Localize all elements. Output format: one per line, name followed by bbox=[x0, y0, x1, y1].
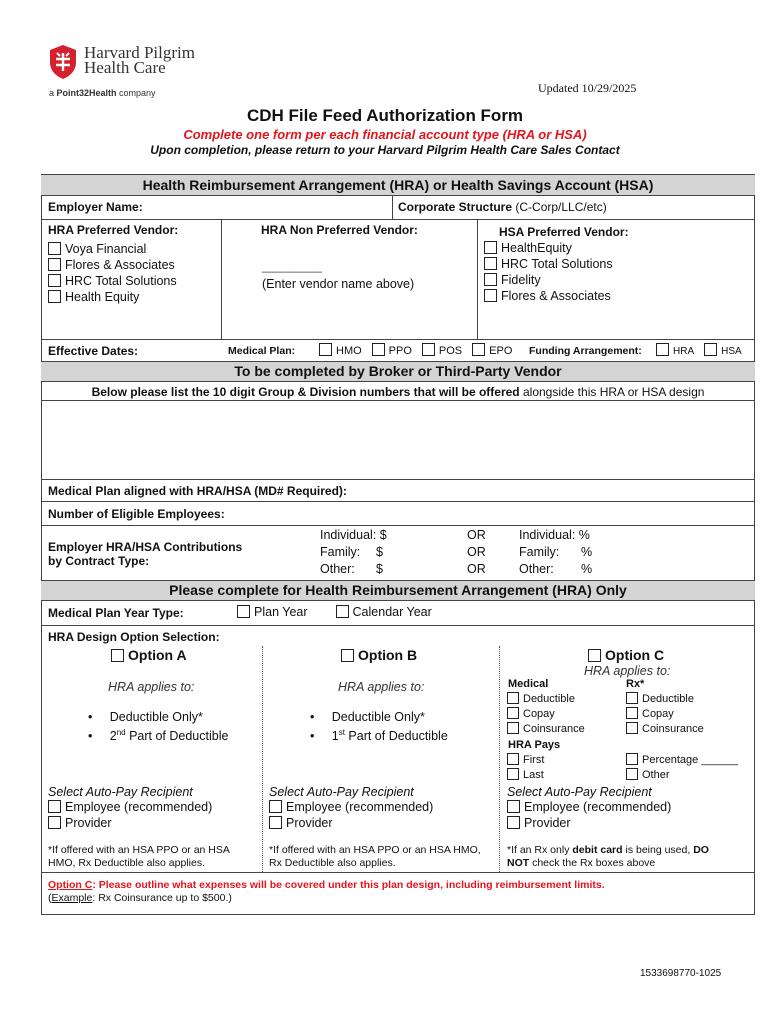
checkbox[interactable] bbox=[111, 649, 124, 662]
option-b-autopay-title: Select Auto-Pay Recipient bbox=[269, 785, 414, 799]
group-division-instruction: Below please list the 10 digit Group & Division numbers that will be offered alongside this HRA or HSA design bbox=[91, 385, 705, 399]
plan-year-option[interactable]: Plan Year bbox=[237, 605, 308, 619]
checkbox[interactable] bbox=[626, 753, 638, 765]
option-a-recipients bbox=[48, 799, 212, 831]
checkbox[interactable] bbox=[507, 692, 519, 704]
or-column: OR OR OR bbox=[467, 528, 486, 576]
option-c-pays-right bbox=[626, 753, 738, 783]
checkbox[interactable] bbox=[626, 768, 638, 780]
plan-year-type-label: Medical Plan Year Type: bbox=[48, 606, 184, 620]
page-title: CDH File Feed Authorization Form bbox=[246, 106, 524, 125]
checkbox[interactable] bbox=[507, 722, 519, 734]
hra-nonpreferred-input[interactable]: _________ bbox=[262, 259, 323, 273]
plan-hmo[interactable]: HMO bbox=[319, 345, 362, 357]
list-item: • 1st Part of Deductible bbox=[310, 728, 448, 744]
checkbox[interactable] bbox=[319, 343, 332, 356]
list-item: • Deductible Only* bbox=[88, 710, 203, 724]
option-c-rx-deductible[interactable]: Deductible bbox=[626, 692, 704, 707]
subtitle-one-form: Complete one form per each financial account type (HRA or HSA) bbox=[183, 127, 587, 142]
divider bbox=[262, 646, 263, 872]
brand-logo bbox=[48, 44, 78, 83]
option-c-rx-coinsurance[interactable]: Coinsurance bbox=[626, 722, 704, 737]
option-c-rx-items bbox=[626, 692, 704, 737]
checkbox[interactable] bbox=[372, 343, 385, 356]
checkbox[interactable] bbox=[507, 816, 520, 829]
checkbox[interactable] bbox=[704, 343, 717, 356]
checkbox[interactable] bbox=[626, 707, 638, 719]
hra-vendor-voya[interactable]: Voya Financial bbox=[48, 241, 177, 257]
option-b-bullets bbox=[310, 709, 448, 744]
checkbox[interactable] bbox=[626, 692, 638, 704]
option-c-pays-first[interactable]: First bbox=[507, 753, 544, 768]
option-c-medical-deductible[interactable]: Deductible bbox=[507, 692, 585, 707]
divider bbox=[221, 219, 222, 339]
option-b-provider[interactable]: Provider bbox=[269, 815, 433, 831]
plan-pos[interactable]: POS bbox=[422, 345, 462, 357]
option-c-medical-copay[interactable]: Copay bbox=[507, 707, 585, 722]
divider bbox=[41, 479, 755, 480]
plan-year-options bbox=[237, 605, 432, 619]
contribution-percent-individual[interactable]: Individual: % bbox=[519, 528, 590, 542]
checkbox[interactable] bbox=[507, 753, 519, 765]
section-hra-only-header: Please complete for Health Reimbursement Arrangement (HRA) Only bbox=[41, 580, 755, 601]
checkbox[interactable] bbox=[484, 289, 497, 302]
funding-hra[interactable]: HRA bbox=[656, 346, 694, 357]
brand-tagline: a Point32Health company bbox=[49, 88, 156, 98]
subtitle-return: Upon completion, please return to your Harvard Pilgrim Health Care Sales Contact bbox=[150, 143, 620, 157]
checkbox[interactable] bbox=[237, 605, 250, 618]
group-division-entry-area[interactable] bbox=[42, 401, 754, 479]
checkbox[interactable] bbox=[48, 800, 61, 813]
divider bbox=[41, 219, 755, 220]
contributions-dollar-list bbox=[320, 527, 387, 578]
option-c-employee[interactable]: Employee (recommended) bbox=[507, 799, 671, 815]
option-c-medical-coinsurance[interactable]: Coinsurance bbox=[507, 722, 585, 737]
divider bbox=[41, 872, 755, 873]
contribution-dollar-other[interactable]: Other: $ bbox=[320, 562, 383, 576]
hra-vendor-healthequity[interactable]: Health Equity bbox=[48, 289, 177, 305]
checkbox[interactable] bbox=[507, 707, 519, 719]
checkbox[interactable] bbox=[507, 800, 520, 813]
option-a-autopay-title: Select Auto-Pay Recipient bbox=[48, 785, 193, 799]
checkbox[interactable] bbox=[336, 605, 349, 618]
contributions-percent-list bbox=[519, 527, 592, 578]
updated-date: Updated 10/29/2025 bbox=[538, 81, 637, 95]
option-a-note: *If offered with an HSA PPO or an HSA HMO, Rx Deductible also applies. bbox=[48, 844, 230, 869]
hra-preferred-title: HRA Preferred Vendor: bbox=[48, 223, 179, 237]
option-c-note: *If an Rx only debit card is being used, DO NOT check the Rx boxes above bbox=[507, 844, 709, 869]
list-item: • 2nd Part of Deductible bbox=[88, 728, 229, 744]
option-c[interactable]: Option C bbox=[588, 647, 664, 663]
checkbox[interactable] bbox=[422, 343, 435, 356]
option-c-footnote-label: Option C bbox=[48, 879, 93, 891]
option-c-rx-copay[interactable]: Copay bbox=[626, 707, 704, 722]
option-c-applies: HRA applies to: bbox=[584, 664, 671, 678]
option-c-pays-percentage[interactable]: Percentage ______ bbox=[626, 753, 738, 768]
option-b[interactable]: Option B bbox=[341, 647, 417, 663]
option-b-employee[interactable]: Employee (recommended) bbox=[269, 799, 433, 815]
option-c-medical-label: Medical bbox=[508, 678, 549, 690]
checkbox[interactable] bbox=[48, 258, 61, 271]
hra-nonpreferred-title: HRA Non Preferred Vendor: bbox=[261, 223, 418, 237]
checkbox[interactable] bbox=[507, 768, 519, 780]
list-item: • Deductible Only* bbox=[310, 710, 425, 724]
option-c-pays-other[interactable]: Other bbox=[626, 768, 738, 783]
design-option-label: HRA Design Option Selection: bbox=[48, 630, 220, 644]
divider bbox=[41, 625, 755, 626]
option-c-pays-left bbox=[507, 753, 544, 783]
employer-name-label: Employer Name: bbox=[48, 200, 143, 214]
option-c-hra-pays-label: HRA Pays bbox=[508, 739, 561, 751]
hra-preferred-list bbox=[48, 241, 177, 305]
contribution-percent-family[interactable]: Family: % bbox=[519, 545, 593, 559]
divider bbox=[41, 525, 755, 526]
corp-structure-hint: (C-Corp/LLC/etc) bbox=[512, 200, 607, 214]
brand-name-line2: Health Care bbox=[84, 58, 166, 77]
contribution-dollar-individual[interactable]: Individual: $ bbox=[320, 528, 387, 542]
checkbox[interactable] bbox=[472, 343, 485, 356]
option-a-applies: HRA applies to: bbox=[108, 680, 195, 694]
eligible-employees-label: Number of Eligible Employees: bbox=[48, 507, 225, 521]
checkbox[interactable] bbox=[626, 722, 638, 734]
shield-logo-icon bbox=[48, 44, 78, 80]
divider bbox=[477, 219, 478, 339]
calendar-year-option[interactable]: Calendar Year bbox=[336, 605, 432, 619]
checkbox[interactable] bbox=[656, 343, 669, 356]
option-c-example: (Example: Rx Coinsurance up to $500.) bbox=[48, 892, 232, 904]
example-label: Example bbox=[51, 892, 93, 904]
checkbox[interactable] bbox=[341, 649, 354, 662]
option-c-rx-label: Rx* bbox=[626, 678, 645, 690]
section-hra-hsa-header: Health Reimbursement Arrangement (HRA) or Health Savings Account (HSA) bbox=[41, 174, 755, 196]
checkbox[interactable] bbox=[588, 649, 601, 662]
funding-options bbox=[656, 343, 742, 357]
option-b-note: *If offered with an HSA PPO or an HSA HMO, Rx Deductible also applies. bbox=[269, 844, 481, 869]
checkbox[interactable] bbox=[269, 816, 282, 829]
hsa-vendor-healthequity[interactable]: HealthEquity bbox=[484, 240, 613, 256]
hra-vendor-hrc[interactable]: HRC Total Solutions bbox=[48, 273, 177, 289]
tagline-brand: Point32Health bbox=[56, 88, 117, 98]
section-broker-header: To be completed by Broker or Third-Party Vendor bbox=[41, 361, 755, 382]
divider bbox=[41, 339, 755, 340]
checkbox[interactable] bbox=[269, 800, 282, 813]
corp-structure-label: Corporate Structure bbox=[398, 200, 513, 214]
hsa-vendor-hrc[interactable]: HRC Total Solutions bbox=[484, 256, 613, 272]
brand-name-line1: Harvard Pilgrim bbox=[84, 43, 195, 62]
medical-plan-aligned-label: Medical Plan aligned with HRA/HSA (MD# Required): bbox=[48, 484, 347, 498]
medical-plan-label: Medical Plan: bbox=[228, 345, 296, 357]
checkbox[interactable] bbox=[48, 816, 61, 829]
hsa-preferred-title: HSA Preferred Vendor: bbox=[499, 225, 629, 239]
option-c-recipients bbox=[507, 799, 671, 831]
hsa-preferred-list bbox=[484, 240, 613, 304]
hra-nonpreferred-hint: (Enter vendor name above) bbox=[262, 277, 415, 291]
divider bbox=[392, 196, 393, 220]
plan-epo[interactable]: EPO bbox=[472, 345, 512, 357]
divider bbox=[41, 501, 755, 502]
hsa-vendor-flores[interactable]: Flores & Associates bbox=[484, 288, 613, 304]
option-a-employee[interactable]: Employee (recommended) bbox=[48, 799, 212, 815]
option-c-provider[interactable]: Provider bbox=[507, 815, 671, 831]
employer-name-field[interactable] bbox=[150, 197, 390, 217]
checkbox[interactable] bbox=[484, 257, 497, 270]
effective-dates-label: Effective Dates: bbox=[48, 344, 139, 358]
option-c-medical-items bbox=[507, 692, 585, 737]
brand-name bbox=[84, 45, 195, 75]
checkbox[interactable] bbox=[48, 290, 61, 303]
checkbox[interactable] bbox=[484, 241, 497, 254]
option-c-pays-last[interactable]: Last bbox=[507, 768, 544, 783]
document-id: 1533698770-1025 bbox=[640, 968, 722, 979]
checkbox[interactable] bbox=[48, 242, 61, 255]
option-b-recipients bbox=[269, 799, 433, 831]
option-a-provider[interactable]: Provider bbox=[48, 815, 212, 831]
option-c-autopay-title: Select Auto-Pay Recipient bbox=[507, 785, 652, 799]
checkbox[interactable] bbox=[484, 273, 497, 286]
hsa-vendor-fidelity[interactable]: Fidelity bbox=[484, 272, 613, 288]
option-a-bullets bbox=[88, 709, 228, 744]
contribution-dollar-family[interactable]: Family: $ bbox=[320, 545, 383, 559]
contribution-percent-other[interactable]: Other: % bbox=[519, 562, 593, 576]
option-a[interactable]: Option A bbox=[111, 647, 187, 663]
option-c-footnote: Option C: Please outline what expenses will be covered under this plan design, including reimbursement limits. bbox=[48, 879, 605, 891]
medical-plan-options bbox=[319, 343, 512, 357]
checkbox[interactable] bbox=[48, 274, 61, 287]
corp-structure bbox=[398, 200, 607, 214]
funding-hsa[interactable]: HSA bbox=[704, 346, 742, 357]
hra-vendor-flores[interactable]: Flores & Associates bbox=[48, 257, 177, 273]
contributions-label: Employer HRA/HSA Contributions by Contract Type: bbox=[48, 540, 243, 568]
option-b-applies: HRA applies to: bbox=[338, 680, 425, 694]
divider bbox=[499, 646, 500, 872]
plan-ppo[interactable]: PPO bbox=[372, 345, 412, 357]
funding-arrangement-label: Funding Arrangement: bbox=[529, 345, 642, 357]
